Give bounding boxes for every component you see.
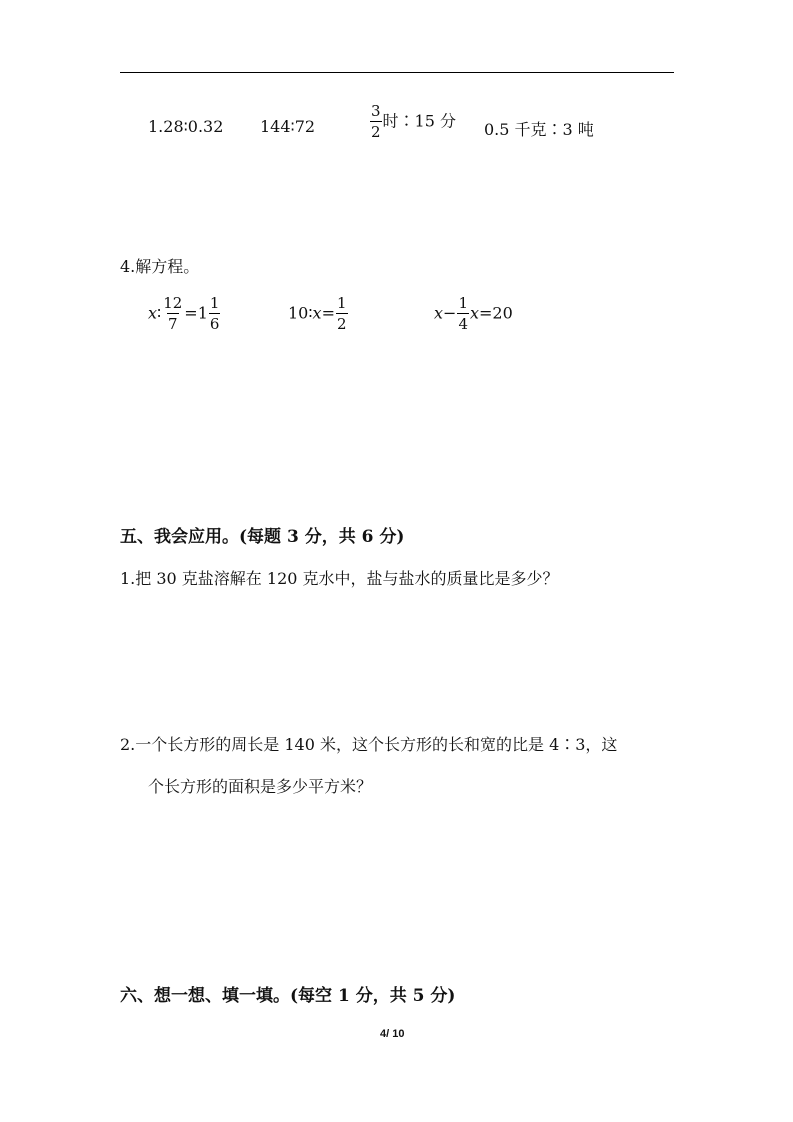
equation-1: x∶ $\frac{12}{7}$ =1 $\frac{1}{6}$ xyxy=(148,294,220,333)
fraction: $\frac{1}{4}$ xyxy=(458,294,468,333)
section-5-heading: 五、我会应用。(每题 3 分，共 6 分) xyxy=(120,527,405,547)
header-rule xyxy=(120,72,674,73)
section-6-heading: 六、想一想、填一填。(每空 1 分，共 5 分) xyxy=(120,986,456,1006)
section-5-question-2-line-1: 2.一个长方形的周长是 140 米，这个长方形的长和宽的比是 4∶3，这 xyxy=(120,735,618,754)
equation-2: 10∶x= $\frac{1}{2}$ xyxy=(288,294,347,333)
page-number: 4/ 10 xyxy=(380,1028,405,1040)
fraction: $\frac{1}{6}$ xyxy=(209,294,220,333)
ratio-4: 0.5 千克∶3 吨 xyxy=(484,120,594,139)
ratio-3: $\frac{3}{2}$ 时∶15 分 xyxy=(371,102,456,141)
equation-3: x− $\frac{1}{4}$ x=20 xyxy=(434,294,513,333)
ratio-2: 144∶72 xyxy=(260,117,316,136)
question-4-title: 4.解方程。 xyxy=(120,257,200,276)
fraction: $\frac{3}{2}$ xyxy=(371,102,381,141)
section-5-question-1: 1.把 30 克盐溶解在 120 克水中，盐与盐水的质量比是多少？ xyxy=(120,569,559,588)
ratio-1: 1.28∶0.32 xyxy=(148,117,224,136)
section-5-question-2-line-2: 个长方形的面积是多少平方米？ xyxy=(148,777,373,796)
fraction: $\frac{12}{7}$ xyxy=(163,294,183,333)
fraction: $\frac{1}{2}$ xyxy=(336,294,347,333)
